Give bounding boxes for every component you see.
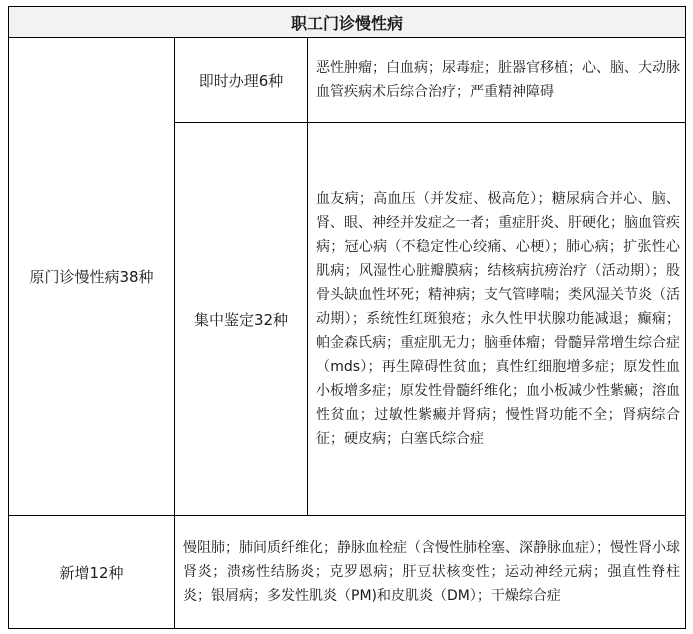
original-category-label: 原门诊慢性病38种 — [9, 38, 175, 516]
chronic-disease-table — [8, 6, 686, 629]
group-diseases-centralized: 血友病；高血压（并发症、极高危）；糖尿病合并心、脑、肾、眼、神经并发症之一者；重症肝炎、肝硬化；脑血管疾病；冠心病（不稳定性心绞痛、心梗）；肺心病；扩张性心肌病；风湿性心脏瓣膜病；结核病抗痨治疗（活动期）；股骨头缺血性坏死；精神病；支气管哮喘；类风湿关节炎（活动期）；系统性红斑狼疮；永久性甲状腺功能减退；癫痫；帕金森氏病；重症肌无力；脑垂体瘤；骨髓异常增生综合症（mds）；再生障碍性贫血；真性红细胞增多症；原发性血小板增多症；原发性骨髓纤维化；血小板减少性紫癜；溶血性贫血；过敏性紫癜并肾病；慢性肾功能不全；肾病综合征；硬皮病；白塞氏综合症 — [308, 123, 686, 516]
group-label-centralized: 集中鉴定32种 — [175, 123, 308, 516]
title-row — [9, 7, 686, 38]
group-diseases-immediate: 恶性肿瘤；白血病；尿毒症；脏器官移植；心、脑、大动脉血管疾病术后综合治疗；严重精神障碍 — [308, 38, 686, 123]
added-category-label: 新增12种 — [9, 516, 175, 629]
added-diseases: 慢阻肺；肺间质纤维化；静脉血栓症（含慢性肺栓塞、深静脉血症）；慢性肾小球肾炎；溃疡性结肠炎；克罗恩病；肝豆状核变性；运动神经元病；强直性脊柱炎；银屑病；多发性肌炎（PM)和皮肌炎（DM）；干燥综合症 — [175, 516, 686, 629]
table-row — [9, 516, 686, 629]
table-title: 职工门诊慢性病 — [9, 7, 686, 38]
group-label-immediate: 即时办理6种 — [175, 38, 308, 123]
table-row — [9, 38, 686, 123]
